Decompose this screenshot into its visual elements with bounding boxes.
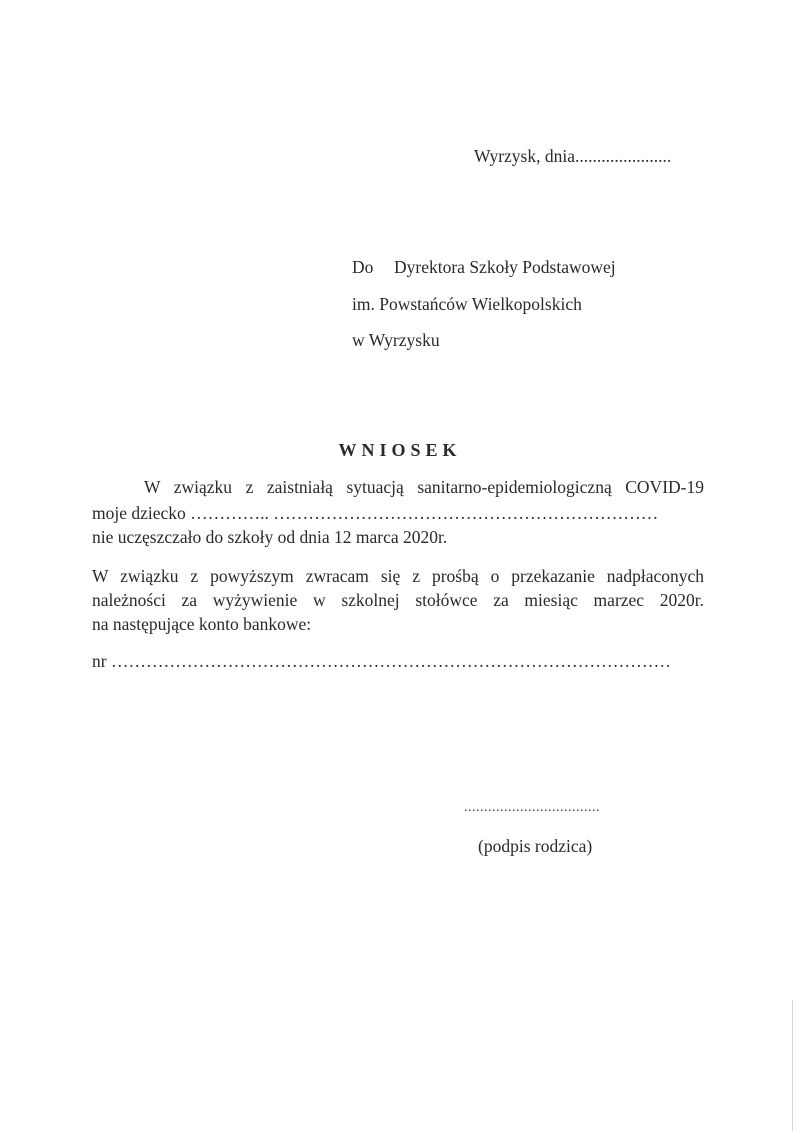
child-name-field: moje dziecko ………….. …………………………………………………………	[92, 503, 659, 523]
addressee-director: Dyrektora Szkoły Podstawowej	[394, 257, 616, 277]
bank-account-field: nr ……………………………………………………………………………………	[92, 651, 671, 671]
document-title: WNIOSEK	[338, 440, 462, 460]
signature-label: (podpis rodzica)	[478, 836, 593, 856]
place-date-field: Wyrzysk, dnia......................	[474, 146, 672, 166]
addressee-line-1	[352, 257, 616, 278]
addressee-prefix: Do	[352, 257, 374, 277]
paragraph1-line3: nie uczęszczało do szkoły od dnia 12 marca 2020r.	[92, 527, 448, 547]
paragraph2-line1: W związku z powyższym zwracam się z prośbą o przekazanie nadpłaconych	[92, 566, 704, 586]
signature-line: ..................................	[464, 800, 600, 815]
paragraph1-line1: W związku z zaistniałą sytuacją sanitarno-epidemiologiczną COVID-19	[144, 477, 704, 497]
paragraph2-line3: na następujące konto bankowe:	[92, 614, 312, 634]
scan-artifact-line	[792, 1000, 793, 1131]
paragraph2-line2: należności za wyżywienie w szkolnej stołówce za miesiąc marzec 2020r.	[92, 590, 704, 610]
addressee-line-3: w Wyrzysku	[352, 330, 440, 350]
addressee-line-2: im. Powstańców Wielkopolskich	[352, 294, 582, 314]
